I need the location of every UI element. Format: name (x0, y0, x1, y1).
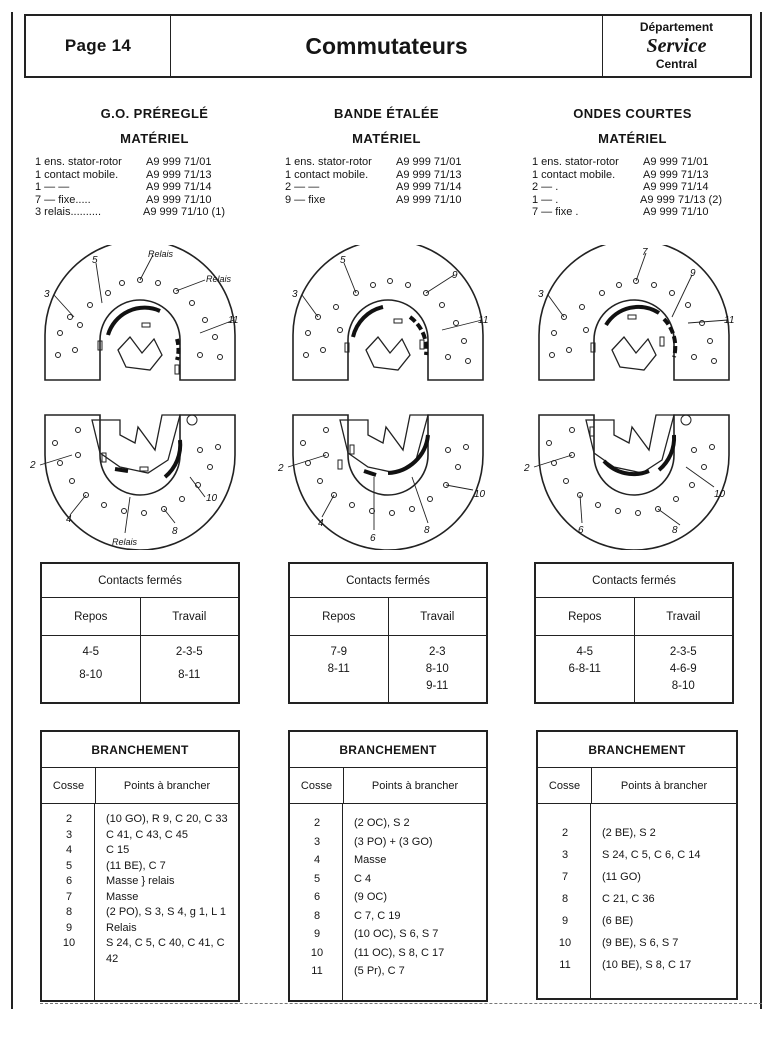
materiel-item: 1 — — A9 999 71/14 (35, 181, 212, 194)
branchement-table-go (40, 730, 240, 1002)
contact-label: 2 (524, 463, 530, 474)
contact-label: 5 (340, 255, 346, 266)
page-border-bottom (40, 1003, 762, 1004)
materiel-heading: MATÉRIEL (352, 131, 421, 146)
materiel-heading: MATÉRIEL (120, 131, 189, 146)
service-label: Service (646, 34, 707, 57)
page-border-right (760, 12, 762, 1009)
contacts-table-be (288, 562, 488, 704)
branchement-table-oc (536, 730, 738, 1000)
repos-values: 7-9 8-11 (290, 636, 389, 702)
branchement-title: BRANCHEMENT (42, 732, 238, 768)
cosse-header: Cosse (290, 768, 344, 803)
cosse-header: Cosse (42, 768, 96, 803)
materiel-item: 3 relais.......... A9 999 71/10 (1) (35, 206, 225, 219)
branchement-row: 9 (10 OC), S 6, S 7 (313, 928, 439, 940)
materiel-list (285, 156, 475, 206)
column-bande-etalee (264, 105, 509, 206)
column-go-preregle (32, 105, 277, 219)
contact-label: 4 (66, 514, 72, 525)
branchement-row: 6 (9 OC) (313, 891, 387, 903)
branchement-row: 10 (11 OC), S 8, C 17 (310, 946, 445, 959)
contact-label: 5 (92, 255, 98, 266)
points-header: Points à brancher (620, 779, 708, 792)
travail-values: 2-3-5 8-11 (175, 646, 203, 681)
contacts-title: Contacts fermés (42, 564, 238, 598)
switch-diagram-go-top (30, 245, 250, 390)
branchement-row: 2 (2 BE), S 2 (561, 827, 656, 839)
travail-values: 2-3 8-10 9-11 (425, 646, 449, 692)
points-header: Points à brancher (123, 779, 211, 792)
points-header: Points à brancher (371, 779, 459, 792)
contacts-title: Contacts fermés (290, 564, 486, 598)
materiel-item: 1 — . A9 999 71/13 (2) (532, 193, 722, 206)
branchement-row: 8 C 21, C 36 (561, 893, 655, 905)
repos-header: Repos (536, 598, 635, 635)
contact-label: 6 (578, 525, 584, 536)
contact-label: 11 (724, 315, 735, 326)
repos-values: 4-5 8-10 (42, 636, 141, 702)
branchement-header (290, 768, 486, 804)
contacts-title: Contacts fermés (536, 564, 732, 598)
materiel-item: 2 — . A9 999 71/14 (532, 181, 709, 194)
materiel-item: 9 — fixe A9 999 71/10 (285, 193, 462, 206)
contact-label: 9 (690, 268, 696, 279)
switch-diagram-be-top (278, 245, 498, 390)
cosse-header: Cosse (538, 768, 592, 803)
contacts-table-go (40, 562, 240, 704)
materiel-item: 1 ens. stator-rotor A9 999 71/01 (285, 156, 462, 168)
branchement-row: 3 S 24, C 5, C 6, C 14 (561, 849, 701, 861)
contact-label: 2 (30, 460, 36, 471)
branchement-title: BRANCHEMENT (538, 732, 736, 768)
branchement-row: 7 (11 GO) (561, 871, 641, 883)
contact-label: 11 (478, 315, 489, 326)
contacts-header (536, 598, 732, 636)
travail-header: Travail (172, 610, 207, 623)
branchement-row: 3 C 41, C 43, C 45 (65, 828, 188, 841)
column-title: G.O. PRÉREGLÉ (100, 106, 209, 121)
materiel-list (35, 156, 225, 219)
page-header (24, 14, 752, 78)
contact-label: 6 (370, 533, 376, 544)
repos-values: 4-5 6-8-11 (536, 636, 635, 702)
travail-values: 2-3-5 4-6-9 8-10 (669, 646, 697, 692)
switch-diagram-go-bottom (30, 405, 250, 550)
column-ondes-courtes (510, 105, 755, 219)
switch-diagram-be-bottom (278, 405, 498, 550)
materiel-item: 7 — fixe..... A9 999 71/10 (35, 193, 212, 206)
contacts-header (290, 598, 486, 636)
switch-diagram-oc-bottom (524, 405, 744, 550)
branchement-row: 5 C 4 (313, 872, 372, 885)
materiel-item: 1 contact mobile. A9 999 71/13 (532, 168, 709, 181)
branchement-row: 8 C 7, C 19 (313, 909, 401, 922)
materiel-item: 1 ens. stator-rotor A9 999 71/01 (35, 156, 212, 168)
branchement-row: 11 (10 BE), S 8, C 17 (559, 959, 692, 971)
materiel-item: 1 contact mobile. A9 999 71/13 (35, 168, 212, 181)
branchement-row: 4 C 15 (65, 844, 130, 856)
page-number: Page 14 (26, 16, 171, 76)
branchement-table-be (288, 730, 488, 1002)
branchement-row: 9 (6 BE) (561, 915, 634, 927)
branchement-row: 10 S 24, C 5, C 40, C 41, C 42 (62, 937, 225, 965)
contact-label: 8 (424, 525, 430, 536)
repos-header: Repos (290, 598, 389, 635)
central-label: Central (655, 56, 698, 71)
contact-label: 7 (642, 247, 648, 258)
contacts-header (42, 598, 238, 636)
branchement-row: 8 (2 PO), S 3, S 4, g 1, L 1 (65, 906, 227, 918)
travail-header: Travail (420, 610, 455, 623)
branchement-row: 11 (5 Pr), C 7 (311, 965, 405, 977)
relais-label: Relais (112, 537, 138, 547)
contact-label: 10 (714, 489, 726, 500)
contacts-table-oc (534, 562, 734, 704)
travail-header: Travail (666, 610, 701, 623)
repos-header: Repos (42, 598, 141, 635)
column-title: ONDES COURTES (573, 106, 692, 121)
relais-label: Relais (206, 274, 232, 284)
materiel-item: 1 contact mobile. A9 999 71/13 (285, 168, 462, 181)
switch-diagram-oc-top (524, 245, 744, 390)
contact-label: 8 (672, 525, 678, 536)
materiel-heading: MATÉRIEL (598, 131, 667, 146)
contact-label: 10 (474, 489, 486, 500)
branchement-row: 3 (3 PO) + (3 GO) (313, 835, 433, 848)
branchement-header (538, 768, 736, 804)
contact-label: 3 (292, 289, 298, 300)
branchement-title: BRANCHEMENT (290, 732, 486, 768)
branchement-row: 4 Masse (313, 854, 387, 866)
department-block (602, 16, 750, 76)
contact-label: 11 (228, 315, 239, 326)
branchement-row: 7 Masse (65, 890, 139, 903)
materiel-list (532, 156, 722, 219)
branchement-row: 5 (11 BE), C 7 (65, 859, 166, 872)
page-border-left (11, 12, 13, 1009)
branchement-header (42, 768, 238, 804)
branchement-row: 2 (2 OC), S 2 (313, 817, 410, 829)
materiel-item: 1 ens. stator-rotor A9 999 71/01 (532, 156, 709, 168)
branchement-row: 10 (9 BE), S 6, S 7 (558, 937, 679, 949)
branchement-row: 6 Masse } relais (65, 875, 175, 887)
branchement-row: 2 (10 GO), R 9, C 20, C 33 (65, 813, 228, 825)
contact-label: 9 (452, 270, 458, 281)
department-label: Département (639, 19, 714, 34)
materiel-item: 7 — fixe . A9 999 71/10 (532, 206, 709, 219)
materiel-item: 2 — — A9 999 71/14 (285, 181, 462, 194)
contact-label: 8 (172, 526, 178, 537)
column-title: BANDE ÉTALÉE (334, 106, 439, 121)
relais-label: Relais (148, 249, 174, 259)
contact-label: 10 (206, 493, 218, 504)
contact-label: 3 (44, 289, 50, 300)
contact-label: 3 (538, 289, 544, 300)
contact-label: 4 (318, 518, 324, 529)
contact-label: 2 (278, 463, 284, 474)
page-title: Commutateurs (305, 32, 468, 59)
branchement-row: 9 Relais (65, 921, 137, 934)
